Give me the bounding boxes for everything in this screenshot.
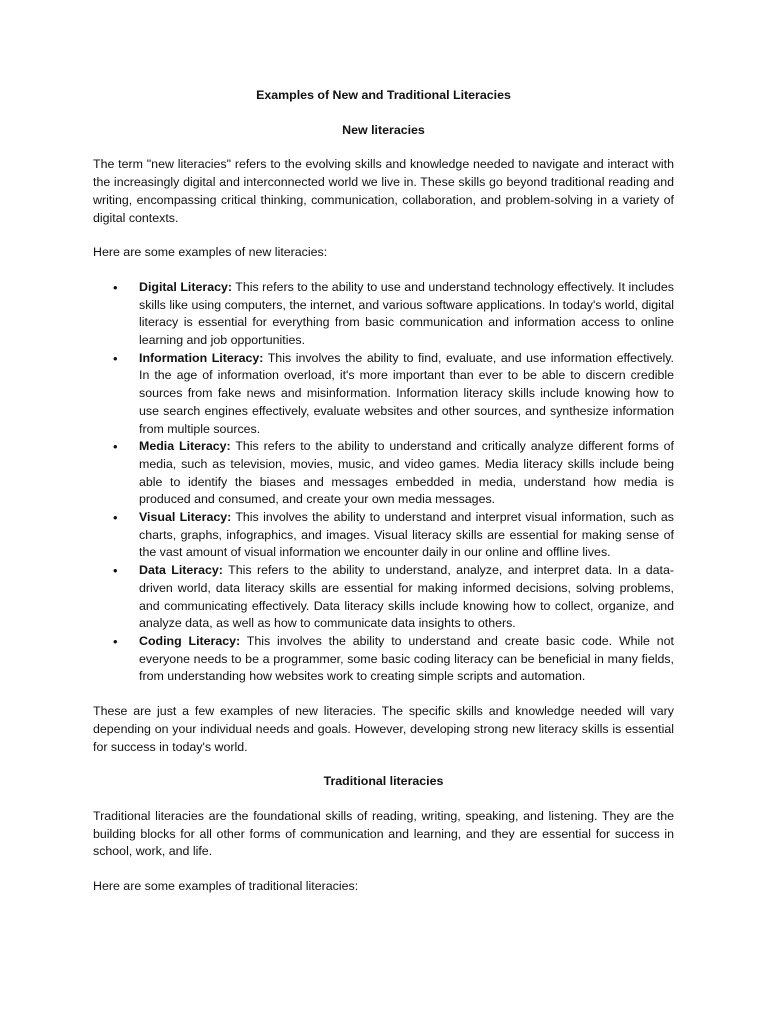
traditional-literacies-examples-intro: Here are some examples of traditional literacies: <box>93 879 359 894</box>
list-item-text: This refers to the ability to understand and critically analyze different forms of media, such as television, movies, music, and video games. Media literacy skills include being able to identify the biases and messages embedded in media, understand how media is produced and consumed, and create your own media messages. <box>139 439 674 507</box>
bullet-icon: • <box>113 633 118 649</box>
list-item-text: This refers to the ability to understand, analyze, and interpret data. In a data-driven world, data literacy skills are essential for making informed decisions, solving problems, and communicating effectively. Data literacy skills include knowing how to collect, organize, and analyze data, as well as how to communicate data insights to others. <box>139 563 675 631</box>
traditional-literacies-heading: Traditional literacies <box>323 774 444 789</box>
list-item-term: Visual Literacy: <box>139 510 232 525</box>
list-item-text: This involves the ability to understand and interpret visual information, such as charts, graphs, infographics, and images. Visual literacy skills are essential for making sense of the vast amount of visual information we encounter daily in our online and offline lives. <box>139 510 674 560</box>
bullet-icon: • <box>113 279 118 295</box>
list-item-data-literacy <box>93 562 674 633</box>
list-item-text: This involves the ability to find, evaluate, and use information effectively. In the age of information overload, it's more important than ever to be able to discern credible sources from fake news and misinformation. Information literacy skills include knowing how to use search engines effectively, evaluate websites and other sources, and synthesize information from multiple sources. <box>139 350 674 436</box>
list-item-text: This involves the ability to understand and create basic code. While not everyone needs to be a programmer, some basic coding literacy can be beneficial in many fields, from understanding how websites work to creating simple scripts and automation. <box>139 633 674 684</box>
document-page <box>93 87 674 913</box>
list-item-term: Information Literacy: <box>139 350 264 365</box>
new-literacies-intro-paragraph: The term "new literacies" refers to the evolving skills and knowledge needed to navigate and interact with the increasingly digital and interconnected world we live in. These skills go beyond traditional reading and writing, encompassing critical thinking, communication, collaboration, and problem-solving in a variety of digital contexts. <box>93 157 674 225</box>
bullet-icon: • <box>113 563 118 579</box>
document-title: Examples of New and Traditional Literacies <box>256 88 511 102</box>
traditional-literacies-paragraph: Traditional literacies are the foundational skills of reading, writing, speaking, and listening. They are the building blocks for all other forms of communication and learning, and they are essential for success in school, work, and life. <box>93 808 674 859</box>
list-item-term: Data Literacy: <box>139 563 223 578</box>
new-literacies-list <box>93 279 674 686</box>
bullet-icon: • <box>113 510 118 526</box>
list-item-visual-literacy <box>93 509 674 562</box>
list-item-media-literacy <box>93 438 674 509</box>
new-literacies-conclusion: These are just a few examples of new literacies. The specific skills and knowledge needed will vary depending on your individual needs and goals. However, developing strong new literacy skills is essential for success in today's world. <box>93 704 674 754</box>
list-item-coding-literacy <box>93 633 674 686</box>
list-item-term: Coding Literacy: <box>139 633 241 648</box>
list-item-term: Media Literacy: <box>139 439 231 454</box>
list-item-digital-literacy <box>93 279 674 350</box>
new-literacies-examples-intro: Here are some examples of new literacies: <box>93 245 328 260</box>
list-item-information-literacy <box>93 350 674 439</box>
list-item-term: Digital Literacy: <box>139 279 232 294</box>
new-literacies-heading: New literacies <box>342 122 425 137</box>
bullet-icon: • <box>113 439 118 455</box>
list-item-text: This refers to the ability to use and understand technology effectively. It includes skills like using computers, the internet, and various software applications. In today's world, digital literacy is essential for everything from basic communication and information access to online learning and job opportunities. <box>139 279 674 348</box>
bullet-icon: • <box>113 350 118 366</box>
